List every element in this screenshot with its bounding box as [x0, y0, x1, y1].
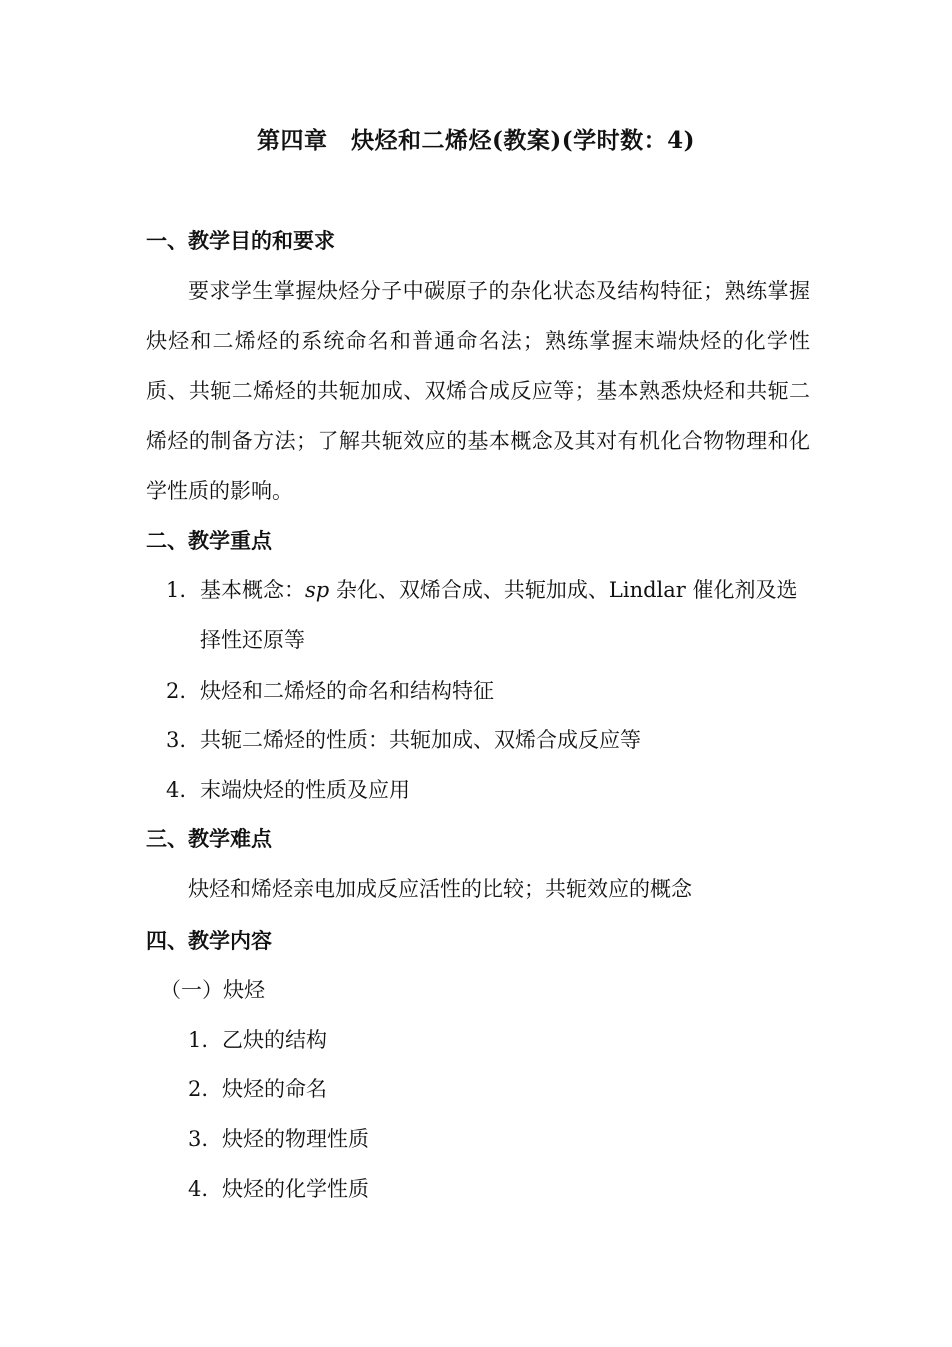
list-number: 4. [166, 778, 187, 802]
key-point-item-3 [166, 725, 641, 755]
list-text: 杂化、双烯合成、共轭加成、Lindlar 催化剂及选 [329, 578, 798, 602]
list-text: 末端炔烃的性质及应用 [200, 778, 410, 802]
key-point-item-1 [166, 575, 798, 605]
content-item-1 [188, 1025, 327, 1055]
list-text: 炔烃的化学性质 [222, 1177, 369, 1201]
content-item-4 [188, 1174, 369, 1204]
section-heading-difficulties: 三、教学难点 [146, 826, 272, 851]
list-number: 3. [166, 728, 187, 752]
content-item-3 [188, 1124, 369, 1154]
key-point-item-1-continuation: 择性还原等 [200, 628, 305, 652]
difficulties-text: 炔烃和烯烃亲电加成反应活性的比较；共轭效应的概念 [188, 877, 692, 901]
list-text: 炔烃的物理性质 [222, 1127, 369, 1151]
list-text: 共轭二烯烃的性质：共轭加成、双烯合成反应等 [200, 728, 641, 752]
key-point-item-4 [166, 775, 410, 805]
list-text: 炔烃和二烯烃的命名和结构特征 [200, 679, 494, 703]
section-heading-objectives: 一、教学目的和要求 [146, 228, 335, 253]
objectives-paragraph: 要求学生掌握炔烃分子中碳原子的杂化状态及结构特征；熟练掌握炔烃和二烯烃的系统命名和普通命名法；熟练掌握末端炔烃的化学性质、共轭二烯烃的共轭加成、双烯合成反应等；基本熟悉炔烃和共轭二烯烃的制备方法；了解共轭效应的基本概念及其对有机化合物物理和化学性质的影响。 [146, 279, 810, 503]
list-number: 4. [188, 1177, 209, 1201]
content-item-2 [188, 1074, 327, 1104]
list-number: 2. [188, 1077, 209, 1101]
list-text: 基本概念： [200, 578, 305, 602]
key-point-item-2 [166, 676, 494, 706]
section-heading-content: 四、教学内容 [146, 928, 272, 953]
sp-term: sp [305, 578, 330, 602]
list-text: 炔烃的命名 [222, 1077, 327, 1101]
list-number: 3. [188, 1127, 209, 1151]
list-number: 2. [166, 679, 187, 703]
chapter-title: 第四章 炔烃和二烯烃(教案)(学时数：4) [256, 127, 696, 154]
list-number: 1. [188, 1028, 209, 1052]
subsection-alkynes: （一）炔烃 [160, 978, 265, 1002]
list-number: 1. [166, 578, 187, 602]
list-text: 乙炔的结构 [222, 1028, 327, 1052]
section-heading-key-points: 二、教学重点 [146, 528, 272, 553]
